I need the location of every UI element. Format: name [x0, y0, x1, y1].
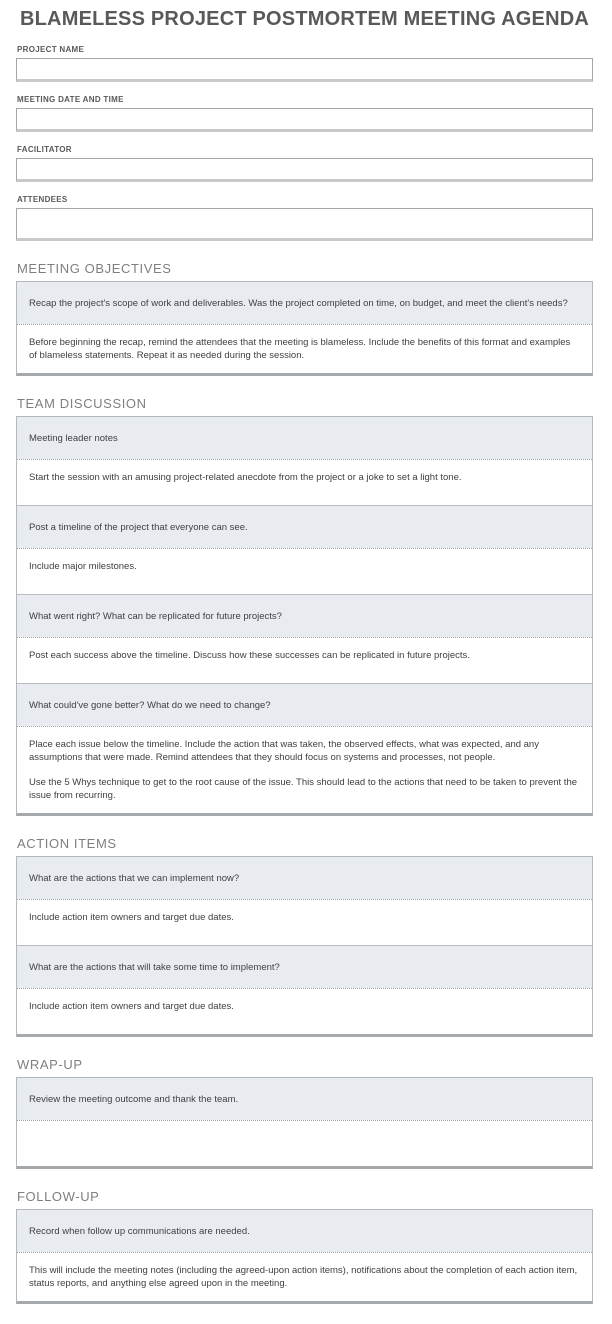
- section-heading-follow-up: FOLLOW-UP: [17, 1189, 100, 1204]
- section-box-team-discussion: [16, 416, 593, 816]
- section-heading-team-discussion: TEAM DISCUSSION: [17, 396, 147, 411]
- row-text: Include major milestones.: [29, 561, 137, 572]
- row-text: What are the actions that will take some time to implement?: [29, 961, 280, 973]
- prompt-row: [17, 417, 592, 459]
- meeting-date-time-input[interactable]: [16, 108, 593, 132]
- prompt-row: [17, 1210, 592, 1252]
- answer-row: [17, 637, 592, 683]
- answer-row: [17, 899, 592, 945]
- section-box-follow-up: [16, 1209, 593, 1304]
- facilitator-input[interactable]: [16, 158, 593, 182]
- prompt-row: [17, 1078, 592, 1120]
- row-text: Post a timeline of the project that everyone can see.: [29, 521, 248, 533]
- answer-row: [17, 548, 592, 594]
- row-text: Place each issue below the timeline. Include the action that was taken, the observed effects, what was expected, and any assumptions that were made. Remind attendees that they should focus on systems and processes, not people.: [29, 739, 539, 763]
- attendees-input[interactable]: [16, 208, 593, 241]
- row-text: Meeting leader notes: [29, 432, 118, 444]
- row-text: Recap the project's scope of work and deliverables. Was the project completed on time, on budget, and meet the client's needs?: [29, 297, 568, 309]
- row-text: What are the actions that we can implement now?: [29, 872, 240, 884]
- section-heading-wrap-up: WRAP-UP: [17, 1057, 83, 1072]
- prompt-row: [17, 945, 592, 988]
- agenda-sections: [16, 261, 593, 1304]
- row-text: What could've gone better? What do we need to change?: [29, 699, 271, 711]
- attendees-label: ATTENDEES: [17, 195, 68, 204]
- meeting-date-time-label: MEETING DATE AND TIME: [17, 95, 124, 104]
- section-heading-meeting-objectives: MEETING OBJECTIVES: [17, 261, 172, 276]
- row-text: What went right? What can be replicated for future projects?: [29, 610, 282, 622]
- prompt-row: [17, 683, 592, 726]
- row-text: Include action item owners and target due dates.: [29, 912, 234, 923]
- row-text: This will include the meeting notes (including the agreed-upon action items), notifications about the completion of each action item, status reports, and anything else agreed upon in the meeting.: [29, 1265, 578, 1289]
- header-fields: [16, 45, 593, 241]
- facilitator-label: FACILITATOR: [17, 145, 72, 154]
- row-text: Post each success above the timeline. Discuss how these successes can be replicated in future projects.: [29, 650, 470, 661]
- section-box-meeting-objectives: [16, 281, 593, 376]
- row-text: Before beginning the recap, remind the attendees that the meeting is blameless. Include the benefits of this format and examples of blameless statements. Repeat it as needed during the session.: [29, 337, 571, 361]
- row-text: Start the session with an amusing project-related anecdote from the project or a joke to set a light tone.: [29, 472, 462, 483]
- prompt-row: [17, 505, 592, 548]
- answer-row: [17, 988, 592, 1034]
- section-heading-action-items: ACTION ITEMS: [17, 836, 117, 851]
- page-title: BLAMELESS PROJECT POSTMORTEM MEETING AGENDA: [20, 8, 590, 30]
- row-text: Use the 5 Whys technique to get to the root cause of the issue. This should lead to the actions that need to be taken to prevent the issue from recurring.: [29, 777, 578, 801]
- row-text: Record when follow up communications are needed.: [29, 1225, 250, 1237]
- answer-row: [17, 459, 592, 505]
- answer-row: [17, 726, 592, 813]
- answer-row: [17, 324, 592, 373]
- project-name-label: PROJECT NAME: [17, 45, 85, 54]
- prompt-row: [17, 282, 592, 324]
- answer-row: [17, 1120, 592, 1166]
- project-name-input[interactable]: [16, 58, 593, 82]
- row-text: Include action item owners and target due dates.: [29, 1001, 234, 1012]
- row-text: Review the meeting outcome and thank the team.: [29, 1093, 239, 1105]
- answer-row: [17, 1252, 592, 1301]
- section-box-wrap-up: [16, 1077, 593, 1169]
- section-box-action-items: [16, 856, 593, 1037]
- prompt-row: [17, 857, 592, 899]
- prompt-row: [17, 594, 592, 637]
